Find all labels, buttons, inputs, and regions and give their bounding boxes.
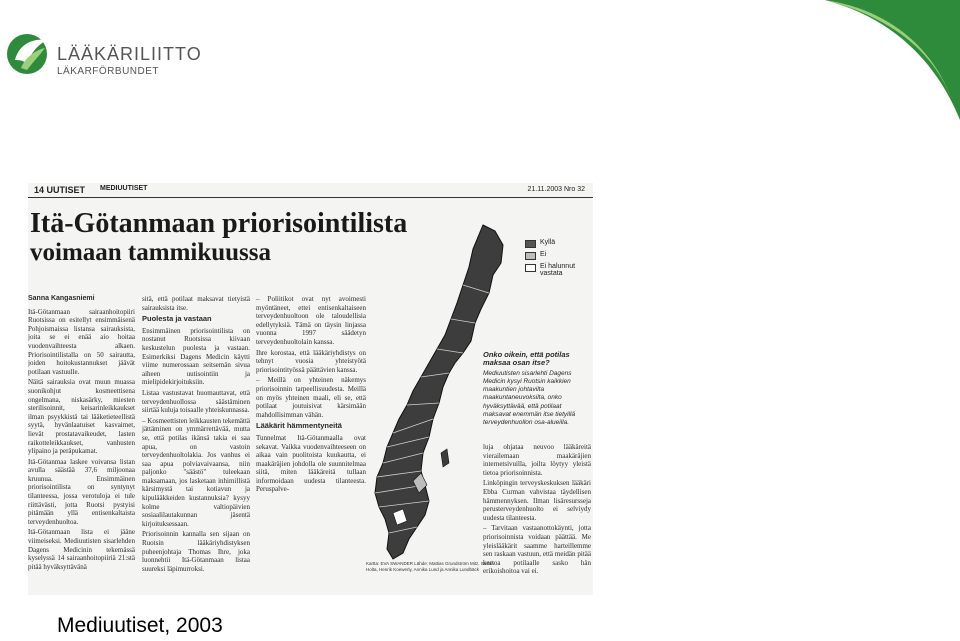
page-label: 14 UUTISET <box>34 185 86 195</box>
newspaper-clipping <box>28 183 593 595</box>
byline: Sanna Kangasniemi <box>28 295 95 302</box>
paragraph: Linköpingin terveyskeskuksen lääkäri Ebba Curman vahvistaa täydellisen hämmennyksen. Ilman lisäresursseja perusterveydenhuolto ei selviydy uudesta tilanteesta. <box>483 479 591 522</box>
article-column-4 <box>483 443 591 578</box>
paragraph: – Tarvitaan vastaanottokäynti, jotta priorisoinnista voidaan päättää. Me yleislääkärit saamme harteillemme sen raskaan vastuun, että meidän pitää kertoa potilaalle sasko hän erikoishoitoa vai ei. <box>483 524 591 576</box>
slide-caption: Mediuutiset, 2003 <box>57 614 223 637</box>
paragraph: – Kosmeettisten leikkausten tekemättä jättäminen on ymmärrettävää, mutta se, että potilas ikänsä takia ei saa apua, on vastoin terveydenhuoltolakia. Jos vanhus ei saa apua polviavaivaansa, niin paljonko "säästö" tuleekaan maksamaan, jos lasketaan inhimillistä kärsimystä tai kotiavun ja kipulääkkeiden kustannuksia? kysyy kolme valtiopäivien sosiaalilautakunnan jäsentä kirjoituksessaan. <box>142 416 250 528</box>
paragraph: Itä-Götanmaan sairaanhoitopiiri Ruotsissa on esitellyt ensimmäisenä Pohjoismaissa listansa sairauksista, joita se ei enää aio hoitaa vuodenvaihteesta alkaen. Priorisointilistalla on 50 sairautta, joiden hoitokustannukset jäävät potilaan vastuulle. <box>28 307 135 376</box>
subheading: Lääkärit hämmentyneitä <box>256 421 342 431</box>
paragraph: Itä-Götanmaa laskee voivansa listan avulla säästää 37,6 miljoonaa kruunua. Ensimmäinen priorisointilista on syntynyt tilanteessa, jossa verotuloja ei tule riittävästi, jotta Ruotsi pystyisi pitämään yllä entisenkaltaista terveydenhuoltoa. <box>28 457 135 526</box>
map-legend <box>525 239 590 280</box>
article-column-2 <box>142 295 250 575</box>
sidebar-question <box>483 351 588 428</box>
legend-item-no: Ei <box>525 251 590 260</box>
clipping-header <box>28 183 593 198</box>
legend-item-yes: Kyllä <box>525 239 590 248</box>
paragraph: Näitä sairauksia ovat muun muassa suonikohjut kosmeettisena ongelmana, niskasärky, miesten sterilisoinnit, keisarinleikkaukset ilman psyykkistä tai lääketieteellistä syytä, hyvänlaatuiset kasvaimet, lievät prostatavaikeudet, lasten raikotteleikkaukset, vanhusten ylipaino ja peräpukamat. <box>28 378 135 456</box>
headline-line-2: voimaan tammikuussa <box>30 239 272 266</box>
paragraph: – Meillä on yhteinen näkemys priorisoinnin tarpeellisuudesta. Meillä on myös yhteinen maali, eli se, että potilaat joutuisivat kärsimään mahdollisimman vähän. <box>256 376 366 419</box>
paragraph: Listaa vastustavat huomauttavat, että terveydenhuollossa säästäminen siirtää kuluja toisaalle yhteiskunnassa. <box>142 388 250 415</box>
paragraph: – Poliitikot ovat nyt avoimesti myöntäneet, ettei entisenkaltaiseen terveydenhuoltoon ole taloudellisia edellytyksiä. Tämä on täysin linjassa vuonna 1997 säädetyn terveydenhuoltolain kanssa. <box>256 295 366 346</box>
subheading: Puolesta ja vastaan <box>142 314 212 324</box>
issue-date: 21.11.2003 Nro 32 <box>527 186 585 193</box>
paragraph: sitä, että potilaat maksavat tietyistä sairauksista itse. <box>142 295 250 312</box>
paragraph: Tunnelmat Itä-Götanmaalla ovat sekavat. Vaikka vuodenvaihteeseen on aikaa vain puolitoista kuukautta, ei maakäräjien johdolla ole suunnitelmaa siitä, miten lääkäreitä tullaan informoidaan uudesta tilanteesta. Peruspalve- <box>256 433 366 494</box>
sidebar-question-text: Mediuutisten sisarlehti Dagens Medicin kysyi Ruotsin kaikkien maakuntien johtavilta maakuntaneuvoksilta, onko hyväksyttävää, että potilaat maksavat enemmän itse tietyillä terveydenhuollon osa-alueilla. <box>483 369 576 427</box>
paragraph: Ensimmäinen priorisointilista on nostanut Ruotsissa kiivaan keskustelun puolesta ja vastaan. Esimerkiksi Dagens Medicin käytti viime numerossaan seitsemän sivua aiheen uutisointiin ja mielipidekirjoituksiin. <box>142 326 250 387</box>
map-credit: Kartta: EVA SWANDER Lähde: Mattias Grundström Mitz, Stefan Holta, Henrik Koewerly, Annika Lund ja Annika Lundbäck <box>366 561 494 572</box>
paragraph: luja ohjataa neuvoo lääkäreitä vierailemaan maakäräjien internetsivuilla, joilta löytyy yleistä tietoa priorisoinnista. <box>483 443 591 477</box>
logo-name-sv: LÄKARFÖRBUNDET <box>57 66 160 77</box>
section-label: MEDIUUTISET <box>100 185 148 192</box>
headline-line-1: Itä-Götanmaan priorisointilista <box>30 208 408 239</box>
article-column-1 <box>28 295 135 573</box>
legend-item-na: Ei halunnut vastata <box>525 263 590 277</box>
leaf-logo-icon <box>5 30 51 78</box>
corner-leaf-decoration <box>820 0 960 120</box>
paragraph: Ihre korostaa, että lääkäriyhdistys on tehnyt vuosia yhteistyötä priorisointityössä päättävien kanssa. <box>256 348 366 374</box>
article-column-3 <box>256 295 366 496</box>
sidebar-question-title: Onko oikein, että potilas maksaa osan itse? <box>483 350 570 368</box>
logo-name-fi: LÄÄKÄRILIITTO <box>57 44 202 64</box>
paragraph: Priorisoinnin kannalla sen sijaan on Ruotsin lääkäriyhdistyksen puheenjohtaja Thomas Ihre, joka luonnehtii Itä-Götanmaan listaa suureksi läpimurroksi. <box>142 530 250 573</box>
laakariliitto-logo <box>5 30 202 80</box>
paragraph: Itä-Götanmaan lista ei jääne viimeiseksi. Mediuutisten sisarlehden Dagens Medicinin tekemässä kyselyssä 14 sairaanhoitopiiriä 21:stä pitää hyväksyttävänä <box>28 528 135 571</box>
